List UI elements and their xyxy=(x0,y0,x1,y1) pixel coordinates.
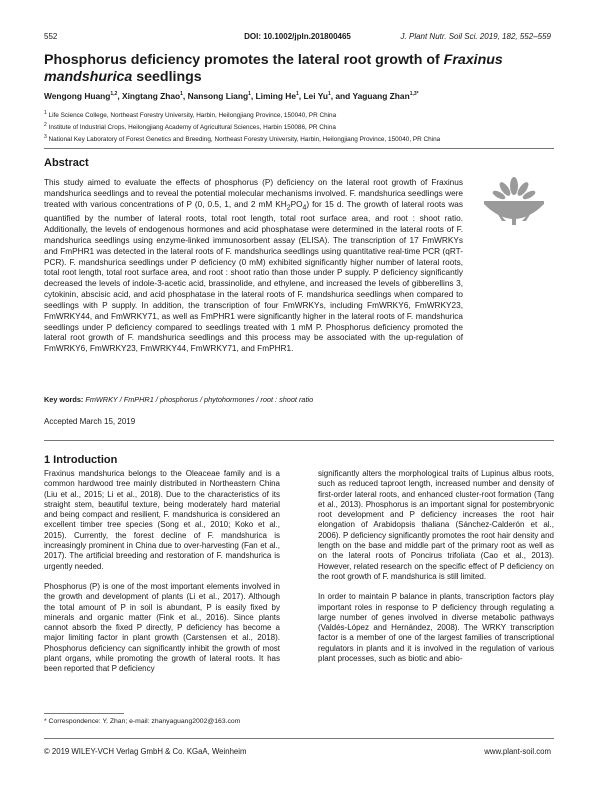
affiliation: $^2$ Institute of Industrial Crops, Heilongjiang Academy of Agricultural Sciences, Harbin 150086, PR China xyxy=(44,121,336,131)
correspondence-footnote: * Correspondence: Y. Zhan; e-mail: zhanyaguang2002@163.com xyxy=(44,718,241,725)
author-name: Yaguang Zhan$^{1,3*}$ xyxy=(352,91,419,101)
author-name: Liming He$^1$ xyxy=(255,91,299,101)
author-name: Nansong Liang$^1$ xyxy=(187,91,251,101)
divider xyxy=(44,148,554,149)
title-species: Fraxinus mandshurica xyxy=(44,52,503,85)
intro-column-left xyxy=(44,469,280,685)
keywords-list: FmWRKY / FmPHR1 / phosphorus / phytohormones / root : shoot ratio xyxy=(85,395,314,404)
intro-paragraph: Fraxinus mandshurica belongs to the Oleaceae family and is a common hardwood tree mainly distributed in Northeastern China (Liu et al., 2015; Li et al., 2018). Due to the characteristics of its straight stem, beautiful texture, being moderately hard material and being compact and resilient, F. mandshurica is considered an excellent timber tree species (Song et al., 2010; Koko et al., 2015). Currently, the forest decline of F. mandshurica is increasingly prominent in China due to over-harvesting (Fan et al., 2017). The artificial breeding and restoration of F. mandshurica is urgently needed. xyxy=(44,469,280,571)
abstract-paragraph: This study aimed to evaluate the effects of phosphorus (P) deficiency on the lateral root growth of Fraxinus mandshurica seedlings and to reveal the potential molecular mechanisms involved. F. mandshurica seedlings were treated with various concentrations of P (0, 0.5, 1, and 2 mM $KH_2PO_4$) for 15 d. The growth of lateral roots was quantified by the number of lateral roots, total root length, total root surface area, and root : shoot ratio. Additionally, the levels of endogenous hormones and acid phosphatase were determined in the lateral roots of F. mandshurica seedlings using enzyme-linked immunosorbent assay (ELISA). The transcription of 17 FmWRKYs and FmPHR1 was detected in the lateral roots of F. mandshurica seedlings using quantitative real-time PCR (qRT-PCR). F. mandshurica seedlings under P deficiency (0 mM) exhibited significantly higher number of lateral roots, total root length, total root surface area, and root : shoot ratio than those under P supply. P deficiency significantly decreased the levels of indole-3-acetic acid, brassinolide, and ethylene, and increased the levels of gibberellins 3, cytokinin, abscisic acid, and acid phosphatase in the lateral roots of F. mandshurica seedlings when compared to seedlings with P supply. In addition, the transcription of four FmWRKYs, including FmWRKY6, FmWRKY23, FmWRKY44, and FmWRKY71, as well as FmPHR1 were significantly higher in the lateral roots of F. mandshurica seedlings under P deficiency compared to seedlings treated with 1 mM P. Phosphorus deficiency promoted the lateral root growth of F. mandshurica seedlings and this process may be associated with the up-regulation of FmWRKY6, FmWRKY23, FmWRKY44, FmWRKY71, and FmPHR1. xyxy=(44,178,463,354)
affiliations xyxy=(44,109,554,144)
plant-seedling-icon xyxy=(482,173,546,225)
chemical-formula: $KH_2PO_4$ xyxy=(275,199,307,212)
author-name: Xingtang Zhao$^1$ xyxy=(121,91,183,101)
title-text: Phosphorus deficiency promotes the lateral root growth of xyxy=(44,52,444,68)
affiliation: $^1$ Life Science College, Northeast Forestry University, Harbin, Heilongjiang Province, 150040, PR China xyxy=(44,110,337,120)
title-suffix: seedlings xyxy=(132,69,202,85)
author-name: Wengong Huang$^{1,2}$ xyxy=(44,91,118,101)
author-name: Lei Yu$^1$ xyxy=(303,91,331,101)
keywords xyxy=(44,395,554,404)
divider xyxy=(44,440,554,441)
footer-divider xyxy=(44,738,554,739)
author-list: Wengong Huang$^{1,2}$, Xingtang Zhao$^1$, Nansong Liang$^1$, Liming He$^1$, Lei Yu$^1$, and Yaguang Zhan$^{1,3*}$ xyxy=(44,91,419,101)
intro-paragraph: In order to maintain P balance in plants, transcription factors play important roles in response to P deficiency through regulating a large number of genes involved in diverse metabolic pathways (Valdés-López and Hernández, 2008). The WRKY transcription factor is a member of one of the largest families of transcriptional regulators in plants and it is involved in the regulation of various plant processes, such as biotic and abio- xyxy=(318,592,554,664)
accepted-date: Accepted March 15, 2019 xyxy=(44,417,136,426)
copyright: © 2019 WILEY-VCH Verlag GmbH & Co. KGaA, Weinheim xyxy=(44,747,247,756)
intro-paragraph: Phosphorus (P) is one of the most important elements involved in the growth and development of plants (Li et al., 2017). Although the total amount of P in soil is abundant, P is easily fixed by minerals and organic matter (Fink et al., 2016). Since plants cannot absorb the fixed P directly, P deficiency has become a major limiting factor in plant growth (Carstensen et al., 2018). Phosphorus deficiency can significantly inhibit the growth of most plant organs, while promoting the growth of lateral roots. It has been reported that P deficiency xyxy=(44,581,280,674)
paper-title xyxy=(44,52,554,86)
page-number: 552 xyxy=(44,32,58,41)
keywords-label: Key words: xyxy=(44,395,84,404)
introduction-heading: 1 Introduction xyxy=(44,454,118,466)
intro-column-right xyxy=(318,469,554,674)
abstract-heading: Abstract xyxy=(44,157,89,169)
affiliation: $^3$ National Key Laboratory of Forest Genetics and Breeding, Northeast Forestry University, Harbin, Heilongjiang Province, 150040, PR China xyxy=(44,133,441,143)
footnote-rule xyxy=(44,713,124,714)
journal-citation: J. Plant Nutr. Soil Sci. 2019, 182, 552–559 xyxy=(400,32,551,41)
website-url: www.plant-soil.com xyxy=(484,747,551,756)
intro-paragraph: significantly alters the morphological traits of Lupinus albus roots, such as reduced taproot length, increased number and density of first-order lateral roots, and enhanced cluster-root formation (Tang et al., 2013). Phosphorus is an important signal for postembryonic root development and P deficiency increases the root hair elongation of Arabidopsis thaliana (Sánchez-Calderón et al., 2006). P deficiency significantly promotes the root hair density and length on the base and middle part of the primary root as well as on the lateral roots of Poncirus trifoliata (Cao et al., 2013). However, related research on the specific effect of P deficiency on the root growth of F. mandshurica is still limited. xyxy=(318,469,554,581)
doi: DOI: 10.1002/jpln.201800465 xyxy=(244,32,351,41)
abstract-text xyxy=(44,178,463,355)
